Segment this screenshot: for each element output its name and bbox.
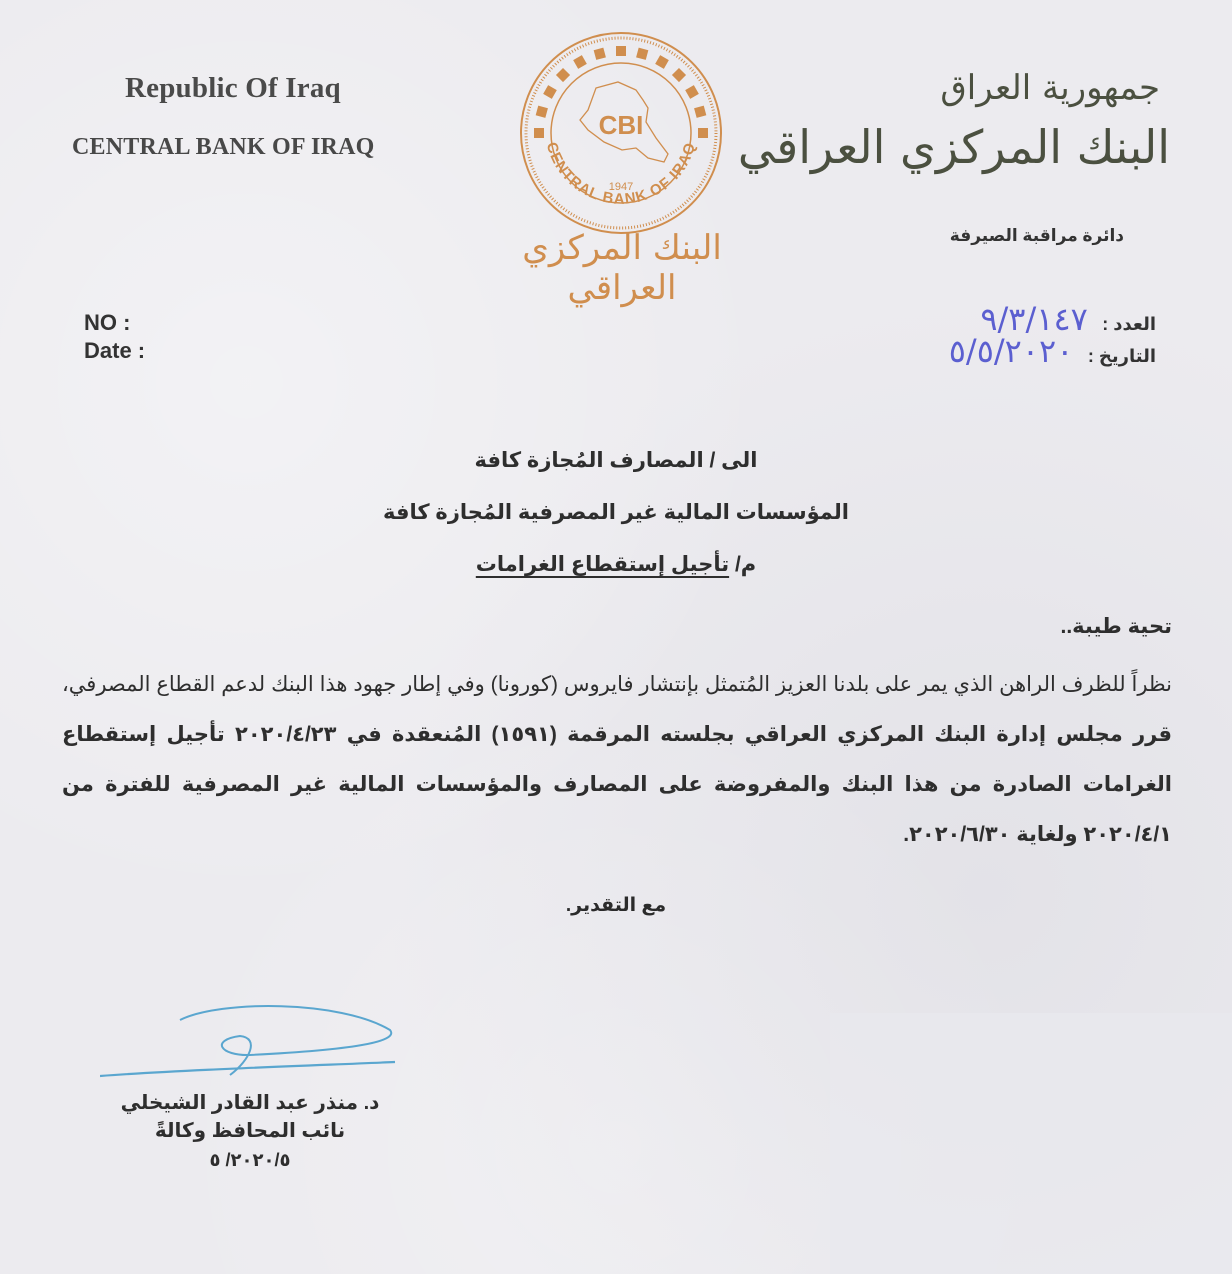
gear-tooth [616,46,626,56]
logo-year: 1947 [608,181,634,193]
signatory-title: نائب المحافظ وكالةً [154,1120,346,1142]
gear-tooth [594,48,606,60]
gear-tooth [672,68,686,82]
english-date-label: Date : [84,338,146,363]
gear-tooth [698,128,708,138]
gear-tooth [543,85,557,99]
arabic-letterhead-line2: البنك المركزي العراقي [737,120,1170,174]
addressee-line-1: الى / المصارف المُجازة كافة [474,449,758,472]
signatory-date: ٢٠٢٠/٥/ ٥ [209,1150,291,1170]
gear-tooth [694,106,706,118]
gear-tooth [685,85,699,99]
reference-date-label: التاريخ : [1087,346,1156,366]
reference-number-value: ٩/٣/١٤٧ [980,300,1088,338]
body-text-regular: نظراً للظرف الراهن الذي يمر على بلدنا العزيز المُتمثل بإنتشار فايروس (كورونا) وفي إطار جهود هذا البنك لدعم القطاع المصرفي، [62,673,1172,696]
reference-number-label: العدد : [1102,314,1156,334]
body-paragraph [62,660,1172,860]
subject-text: تأجيل إستقطاع الغرامات [475,553,730,576]
gear-tooth [573,55,587,69]
redacted-area [830,1013,1232,1274]
arabic-reference-date [949,332,1156,370]
signatory-name: د. منذر عبد القادر الشيخلي [120,1092,380,1114]
gear-tooth [534,128,544,138]
reference-date-value: ٥/٥/٢٠٢٠ [948,332,1074,370]
signature-scribble [100,1000,400,1090]
logo-ring-text: CENTRAL BANK OF IRAQ [542,140,700,208]
logo-arabic-caption: البنك المركزي العراقي [522,228,722,308]
english-letterhead-subtitle: CENTRAL BANK OF IRAQ [72,134,375,160]
department-name: دائرة مراقبة الصيرفة [949,226,1124,245]
logo-initials: CBI [598,110,644,140]
subject-line [0,552,1232,577]
gear-tooth [556,68,570,82]
english-letterhead-title: Republic Of Iraq [125,72,341,104]
gear-tooth [655,55,669,69]
gear-tooth [636,48,648,60]
body-text-bold: قرر مجلس إدارة البنك المركزي العراقي بجلسته المرقمة (١٥٩١) المُنعقدة في ٢٠٢٠/٤/٢٣ تأجيل إستقطاع الغرامات الصادرة من هذا البنك والمفروضة على المصارف والمؤسسات المالية غير المصرفية للفترة من ٢٠٢٠/٤/١ ولغاية ٢٠٢٠/٦/٣٠. [62,723,1172,846]
greeting: تحية طيبة.. [1060,615,1172,638]
subject-prefix: م/ [734,553,757,576]
english-no-label: NO : [84,310,131,335]
arabic-letterhead-line1: جمهورية العراق [940,68,1160,108]
closing-remark: مع التقدير. [565,895,667,916]
svg-text:CENTRAL BANK OF IRAQ [543,140,700,208]
cbi-logo [518,30,724,236]
gear-tooth [536,106,548,118]
addressee-line-2: المؤسسات المالية غير المصرفية المُجازة كافة [383,501,849,524]
